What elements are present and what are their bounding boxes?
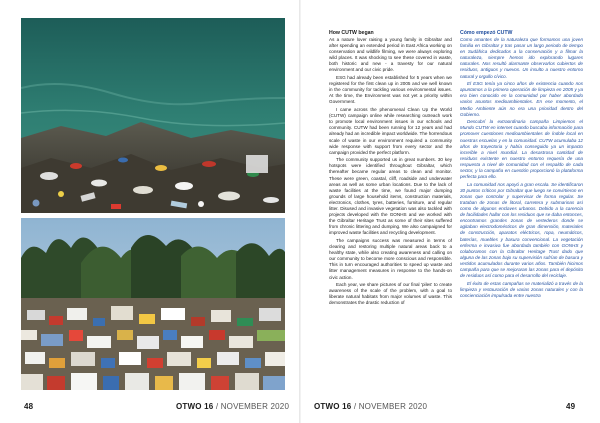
page-number-right: 49 bbox=[566, 402, 576, 411]
article-heading-en: How CUTW began bbox=[329, 30, 374, 36]
waste-dump-photo bbox=[21, 218, 285, 390]
running-foot-issue: OTWO 16 bbox=[176, 402, 214, 411]
article-paragraph-en: ESG had already been established for 5 years when we registered for the first clean up in 2005 and we well known in the community for tackling various environmental issues. At the time, the Environment was not yet a priority within Government. bbox=[329, 75, 452, 105]
waste-dump-image bbox=[21, 218, 285, 390]
page-gutter bbox=[299, 0, 301, 423]
article-paragraph-en: The community supported us in great numbers. 30 key hotspots were identified throughout Gibraltar, which thereafter became regular areas to clean and monitor. These were green, coastal, cliff, roadside and underwater areas as well as some urban locations. Due to the lack of waste facilities at the time, we found major dumping grounds of large household items, construction materials, electronics, clothes, tyres, batteries, furniture, and regular litter. Disused and invasive vegetation was also tackled with projects developed with the GONHS and we worked with the Gibraltar Heritage Trust as some of their sites suffered from chronic littering and dumping. We also campaigned for improved waste facilities and recycling development. bbox=[329, 157, 452, 236]
article-english-column bbox=[329, 30, 452, 398]
running-foot-left bbox=[176, 402, 289, 411]
article-paragraph-es: El ESG tenía ya cinco años de existencia cuando nos apuntamos a la primera operación de limpieza en 2005 y ya era bien conocido en la comunidad por haber abordado varios asuntos medioambientales. En ese momento, el Medio Ambiente aún no era una prioridad dentro del Gobierno. bbox=[460, 81, 583, 117]
article-paragraph-en: I came across the phenomenal Clean Up the World (CUTW) campaign online while researching outreach work to promote local environment issues in our schools and community. CUTW had been running for 12 years and had already had an incredible impact worldwide. The horrendous scale of waste in our environment required a community wide response with support from every sector and the campaign provided the perfect platform. bbox=[329, 107, 452, 155]
beach-litter-image bbox=[21, 18, 285, 213]
article-paragraph-en: The campaigns success was measured in terms of clearing and restoring multiple natural areas back to a healthy state, while also creating awareness and calling on our community to become more conscious and responsible. This in turn encouraged authorities to speed up waste and litter management measures in response to the hands-on civic action. bbox=[329, 238, 452, 280]
article-paragraph-en: As a nature lover raising a young family in Gibraltar and after spending an extended period in East Africa working on conservation and wildlife filming, we were always exploring wild places. It was shocking to see these covered in waste, both historic and new - a travesty for our natural environment and our civic pride. bbox=[329, 37, 452, 73]
running-foot-issue: OTWO 16 bbox=[314, 402, 352, 411]
article-spanish-column bbox=[460, 30, 583, 398]
article-paragraph-en: Each year, we share pictures of our final 'piles' to create awareness of the scale of the problem, with a goal to liberate natural habitats from major volumes of waste. This demonstrates the drastic reduction of bbox=[329, 282, 452, 306]
article-paragraph-es: El éxito de estas campañas se materializó a través de la limpieza y restauración de varias zonas naturales y con la concienciación impulsada entre nuestra bbox=[460, 280, 583, 298]
running-foot-date: / NOVEMBER 2020 bbox=[215, 402, 290, 411]
article-paragraph-es: La comunidad nos apoyó a gran escala. Se identificaron 30 puntos críticos por Gibraltar que luego se convirtieron en zonas que controlar y supervisar de forma regular. Se trataban de zonas de litoral, carretera y submarinas así como de algunos enclaves urbanos. Debido a la carencia de facilidades hallar con los residuos que se daba entonces, encontramos grandes zonas de vertederos donde se agitaban electrodomésticos de gran dimensión, materiales de construcción, aparatos eléctricos, ropa, neumáticos, baterías, muebles y basura convencional. La vegetación enferma e invasiva fue abordada también con GONHS y colaboramos con la Gibraltar Heritage Trust dado que alguna de las zonas bajo su supervisión sufrían de basura y vertidos acumulados durante varios años. También hicimos campaña para que se mejoraran las zonas para el depósito de residuos así como para el desarrollo del reciclaje. bbox=[460, 181, 583, 279]
beach-litter-photo bbox=[21, 18, 285, 213]
article-paragraph-es: Descubrí la extraordinaria campaña Limpiemos el Mundo CUTW en internet cuando buscaba información para promover cuestiones medioambientales de índole local en nuestras escuelas y en la comunidad. CUTW acumulaba 12 años de trayectoria y había conseguido ya un impacto increíble a nivel mundial. La desastrosa cantidad de residuos existente en nuestro entorno requería de una respuesta a nivel de comunidad con el respaldo de cada sector, y la campaña en cuestión proporcionó la plataforma perfecta para ello. bbox=[460, 119, 583, 180]
page-number-left: 48 bbox=[24, 402, 34, 411]
running-foot-date: / NOVEMBER 2020 bbox=[353, 402, 428, 411]
article-paragraph-es: Como amantes de la naturaleza que formamos una joven familia en Gibraltar y tras pasar un largo periodo de tiempo en Sudáfrica dedicados a la conservación y a filmar la naturaleza, siempre hemos ido explorando lugares naturales. Nos resultó alarmante observarlos cubiertos de residuos, antiguos y nuevos. Un insulto a nuestro entorno natural y orgullo cívico. bbox=[460, 37, 583, 79]
article-heading-es: Cómo empezó CUTW bbox=[460, 30, 513, 36]
running-foot-right bbox=[314, 402, 427, 411]
